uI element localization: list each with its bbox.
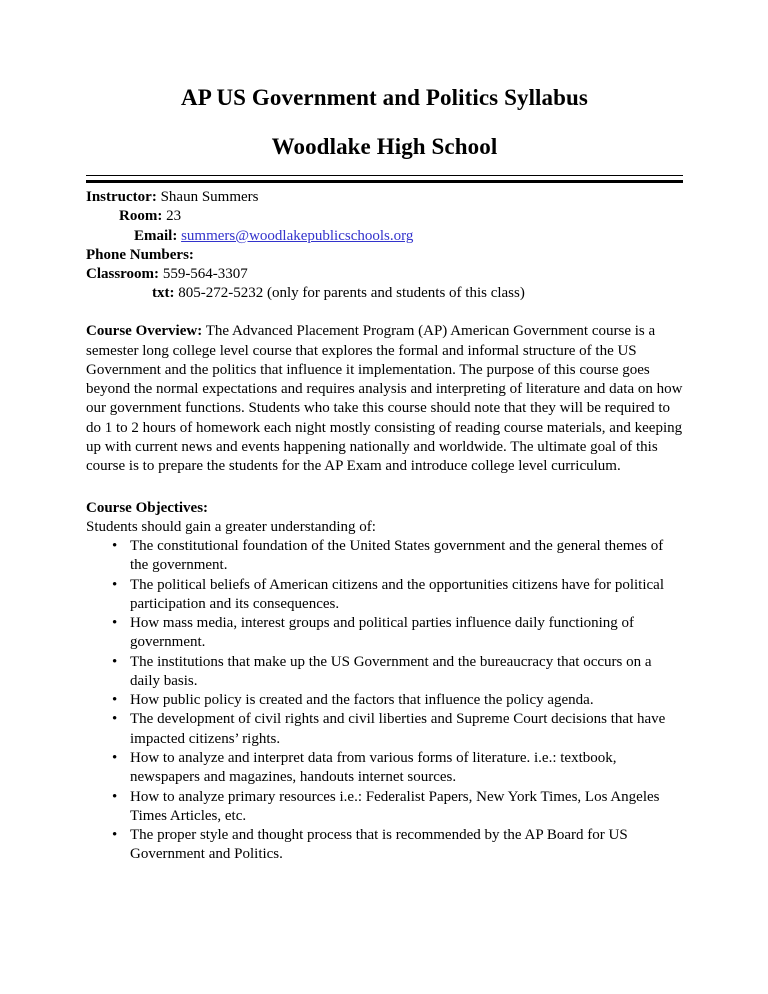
list-item-text: The constitutional foundation of the United States government and the general themes of the government. bbox=[130, 538, 664, 574]
divider-thin-line bbox=[86, 175, 683, 176]
list-item-text: The proper style and thought process that is recommended by the AP Board for US Government and Politics. bbox=[130, 827, 628, 863]
bullet-icon: • bbox=[112, 749, 118, 766]
room-value: 23 bbox=[166, 208, 182, 225]
list-item bbox=[86, 614, 683, 653]
list-item-text: How public policy is created and the factors that influence the policy agenda. bbox=[130, 692, 594, 709]
contact-info-block bbox=[86, 188, 683, 303]
title-block bbox=[86, 0, 683, 159]
txt-value: 805-272-5232 (only for parents and students of this class) bbox=[178, 285, 525, 302]
list-item-text: The development of civil rights and civil liberties and Supreme Court decisions that have impacted citizens’ rights. bbox=[130, 711, 666, 747]
room-label: Room: bbox=[119, 208, 163, 225]
list-item bbox=[86, 710, 683, 749]
page-subtitle: Woodlake High School bbox=[271, 134, 498, 160]
list-item bbox=[86, 788, 683, 827]
email-link[interactable]: summers@woodlakepublicschools.org bbox=[181, 227, 414, 244]
course-objectives-heading: Course Objectives: bbox=[86, 499, 209, 516]
list-item bbox=[86, 691, 683, 710]
list-item bbox=[86, 537, 683, 576]
bullet-icon: • bbox=[112, 538, 118, 555]
list-item bbox=[86, 576, 683, 615]
course-objectives-list bbox=[86, 537, 683, 865]
bullet-icon: • bbox=[112, 576, 118, 593]
bullet-icon: • bbox=[112, 788, 118, 805]
list-item-text: The political beliefs of American citizens and the opportunities citizens have for political participation and its consequences. bbox=[130, 576, 664, 612]
list-item bbox=[86, 653, 683, 692]
list-item bbox=[86, 749, 683, 788]
bullet-icon: • bbox=[112, 692, 118, 709]
room-line bbox=[86, 207, 683, 226]
email-label: Email: bbox=[134, 227, 178, 244]
bullet-icon: • bbox=[112, 615, 118, 632]
classroom-label: Classroom: bbox=[86, 266, 160, 283]
classroom-phone-line bbox=[86, 265, 683, 284]
course-objectives-intro: Students should gain a greater understanding of: bbox=[86, 518, 376, 535]
instructor-label: Instructor: bbox=[86, 189, 157, 206]
bullet-icon: • bbox=[112, 827, 118, 844]
list-item bbox=[86, 826, 683, 865]
list-item-text: The institutions that make up the US Government and the bureaucracy that occurs on a daily basis. bbox=[130, 653, 652, 689]
classroom-value: 559-564-3307 bbox=[162, 266, 248, 283]
header-divider bbox=[86, 175, 683, 183]
email-line bbox=[86, 227, 683, 246]
course-overview-paragraph bbox=[86, 322, 683, 476]
bullet-icon: • bbox=[112, 711, 118, 728]
list-item-text: How to analyze and interpret data from various forms of literature. i.e.: textbook, newspapers and magazines, handouts internet sources. bbox=[130, 749, 617, 786]
txt-phone-line bbox=[86, 284, 683, 303]
phone-numbers-line bbox=[86, 246, 683, 265]
page-title: AP US Government and Politics Syllabus bbox=[181, 85, 588, 110]
divider-thick-line bbox=[86, 180, 683, 183]
document-content bbox=[86, 0, 683, 865]
txt-label: txt: bbox=[152, 285, 175, 302]
list-item-text: How mass media, interest groups and political parties influence daily functioning of government. bbox=[130, 615, 635, 651]
course-overview-body: The Advanced Placement Program (AP) American Government course is a semester long college level course that explores the formal and informal structure of the US Government and the politics that influence it implementation. The purpose of this course goes beyond the normal expectations and requires analysis and interpreting of literature and data on how our government functions. Students who take this course should note that they will be required to do 1 to 2 hours of homework each night mostly consisting of reading course materials, and keeping up with current news and events happening nationally and worldwide. The ultimate goal of this course is to prepare the students for the AP Exam and introduce college level curriculum. bbox=[86, 323, 683, 475]
course-overview-heading: Course Overview: bbox=[86, 323, 203, 340]
list-item-text: How to analyze primary resources i.e.: Federalist Papers, New York Times, Los Angeles Times Articles, etc. bbox=[130, 788, 660, 824]
course-overview-section bbox=[86, 322, 683, 476]
instructor-value: Shaun Summers bbox=[160, 189, 259, 206]
phone-numbers-label: Phone Numbers: bbox=[86, 246, 194, 263]
instructor-line bbox=[86, 188, 683, 207]
bullet-icon: • bbox=[112, 653, 118, 670]
